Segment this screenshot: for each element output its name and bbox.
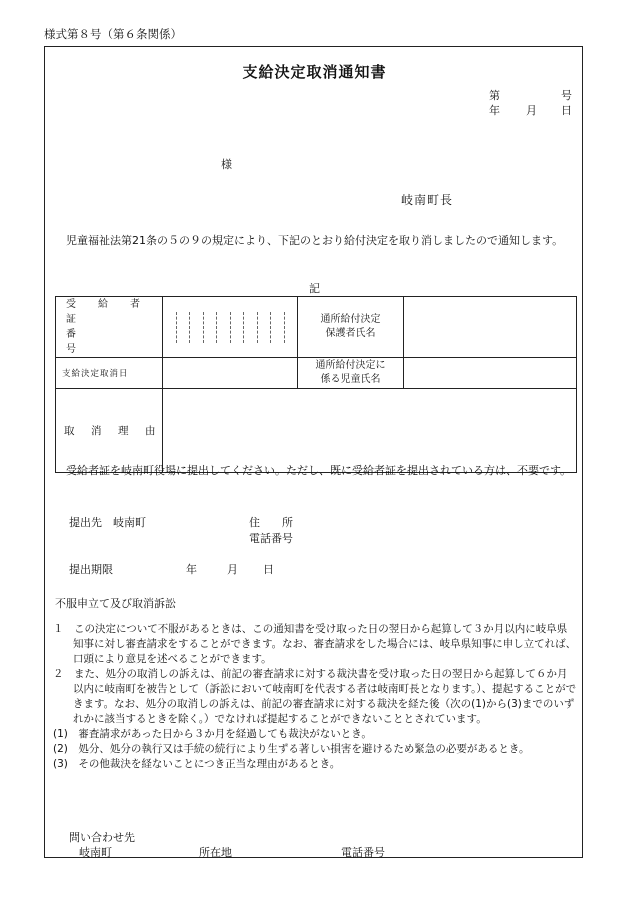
deadline-label: 提出期限 xyxy=(69,563,113,576)
day-label: 日 xyxy=(561,104,572,117)
cancel-reason-label: 取 消 理 由 xyxy=(56,389,163,473)
phone-label: 電話番号 xyxy=(249,532,293,545)
info-table xyxy=(55,296,577,473)
appeal-list xyxy=(53,622,577,772)
guardian-name-field[interactable] xyxy=(404,297,577,358)
child-name-field[interactable] xyxy=(404,358,577,389)
dai-label: 第 xyxy=(489,89,500,102)
contact-heading: 問い合わせ先 xyxy=(69,831,135,844)
appeal-item-2: ２ また、処分の取消しの訴えは、前記の審査請求に対する裁決書を受け取った日の翌日から起算して６か月以内に岐南町を被告として（訴訟において岐南町を代表する者は岐南町長となります。）、提起することができます。なお、処分の取消しの訴えは、前記の審査請求に対する裁決を経た後（次の(1)から(3)までのいずれかに該当するときを除く。）でなければ提起することができないこととされています。 xyxy=(53,668,577,725)
contact-town: 岐南町 xyxy=(79,846,112,859)
cancel-reason-field[interactable] xyxy=(163,389,577,473)
contact-phone: 電話番号 xyxy=(341,846,385,859)
document-frame xyxy=(44,46,583,858)
ki-label: 記 xyxy=(309,282,320,295)
appeal-subitem-2: (2) 処分、処分の執行又は手続の続行により生ずる著しい損害を避けるため緊急の必要があるとき。 xyxy=(53,743,530,755)
cert-number-digit-boxes[interactable] xyxy=(163,297,298,358)
submit-note: 受給者証を岐南町役場に提出してください。ただし、既に受給者証を提出されている方は、不要です。 xyxy=(66,464,572,477)
appeal-heading: 不服申立て及び取消訴訟 xyxy=(55,597,176,610)
cert-number-label: 受 給 者 証 番 号 xyxy=(56,297,163,358)
document-title: 支給決定取消通知書 xyxy=(242,63,387,81)
contact-location: 所在地 xyxy=(199,846,232,859)
sender-title: 岐南町長 xyxy=(401,193,454,207)
address-label: 住 所 xyxy=(249,516,293,529)
addressee-sama: 様 xyxy=(221,158,232,171)
appeal-subitem-1: (1) 審査請求があった日から３か月を経過しても裁決がないとき。 xyxy=(53,728,372,740)
year-label: 年 xyxy=(489,104,500,117)
guardian-name-label: 通所給付決定 保護者氏名 xyxy=(298,297,404,358)
form-number: 様式第８号（第６条関係） xyxy=(44,27,182,41)
appeal-subitem-3: (3) その他裁決を経ないことにつき正当な理由があるとき。 xyxy=(53,758,341,770)
child-name-label: 通所給付決定に 係る児童氏名 xyxy=(298,358,404,389)
gou-label: 号 xyxy=(561,89,572,102)
appeal-item-1: １ この決定について不服があるときは、この通知書を受け取った日の翌日から起算して３か月以内に岐阜県知事に対し審査請求をすることができます。なお、審査請求をした場合には、岐阜県知事に申し立てれば、口頭により意見を述べることができます。 xyxy=(53,623,577,665)
deadline-day: 日 xyxy=(263,563,274,576)
month-label: 月 xyxy=(526,104,537,117)
submit-to-label: 提出先 岐南町 xyxy=(69,516,146,529)
deadline-month: 月 xyxy=(227,563,238,576)
cancel-date-field[interactable] xyxy=(163,358,298,389)
intro-paragraph: 児童福祉法第21条の５の９の規定により、下記のとおり給付決定を取り消しましたので通知します。 xyxy=(66,234,564,247)
cancel-date-label: 支給決定取消日 xyxy=(56,358,163,389)
deadline-year: 年 xyxy=(186,563,197,576)
